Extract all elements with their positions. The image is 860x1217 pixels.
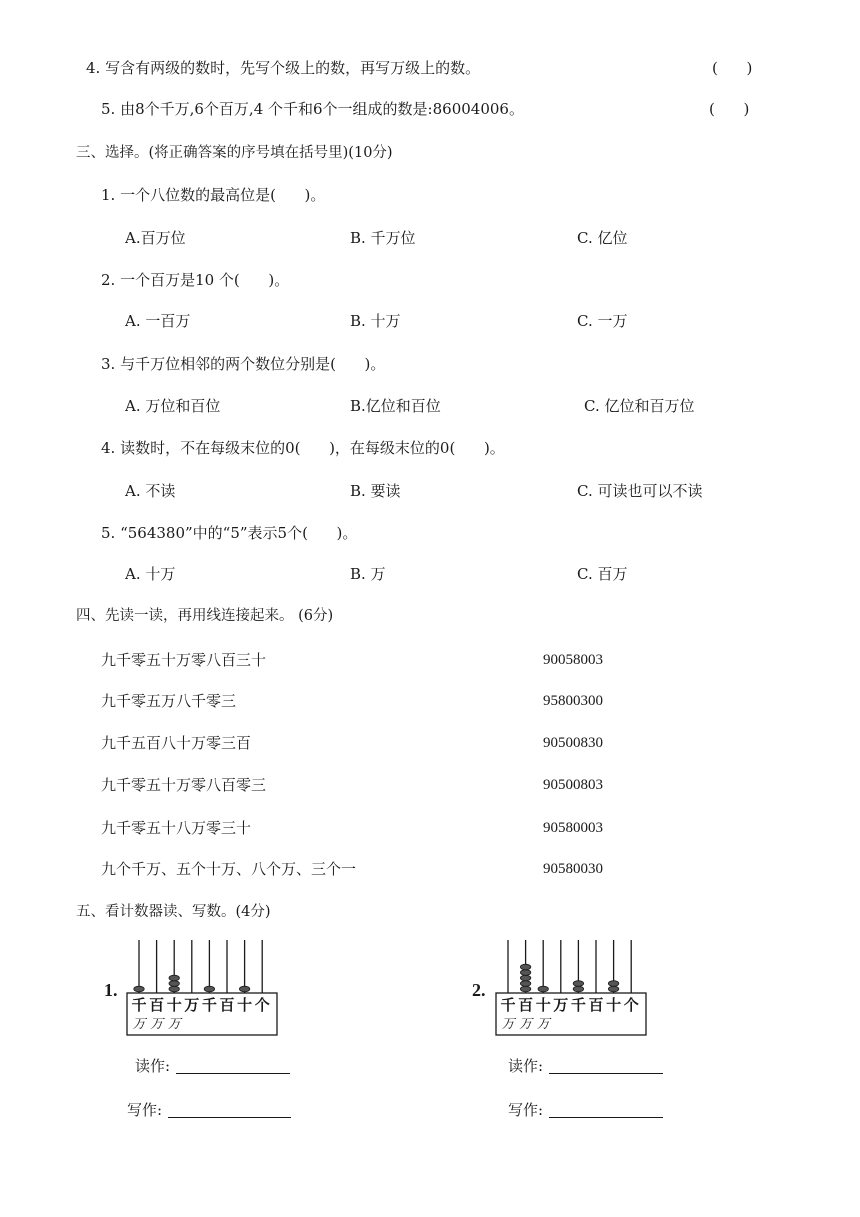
- s4-right-item-1[interactable]: 90058003: [543, 652, 603, 668]
- abacus-2-write-blank[interactable]: [549, 1117, 663, 1118]
- s3-q4-option-c[interactable]: C. 可读也可以不读: [577, 482, 703, 500]
- s3-q3-option-a[interactable]: A. 万位和百位: [125, 397, 221, 415]
- s4-left-item-3[interactable]: 九千五百八十万零三百: [101, 734, 252, 752]
- abacus-2-bead: [520, 964, 530, 970]
- abacus-2-unit-label: 万: [536, 1017, 550, 1032]
- abacus-2-bead: [573, 986, 583, 992]
- s4-right-item-5[interactable]: 90580003: [543, 820, 603, 836]
- abacus-2-bead: [573, 981, 583, 987]
- s3-q5-option-c[interactable]: C. 百万: [577, 565, 628, 583]
- judge-q4-text: 4. 写含有两级的数时，先写个级上的数，再写万级上的数。: [86, 59, 481, 77]
- abacus-2: [495, 938, 647, 1036]
- s3-q1-option-b[interactable]: B. 千万位: [350, 229, 416, 247]
- s4-left-item-6[interactable]: 九个千万、五个十万、八个万、三个一: [101, 860, 357, 878]
- abacus-1-unit-label: 万: [150, 1017, 164, 1032]
- abacus-2-bead: [538, 986, 548, 992]
- abacus-2-bead: [608, 981, 618, 987]
- s4-right-item-4[interactable]: 90500803: [543, 777, 603, 793]
- s4-right-item-6[interactable]: 90580030: [543, 861, 603, 877]
- abacus-2-unit-label: 万: [519, 1017, 533, 1032]
- section3-title: 三、选择。(将正确答案的序号填在括号里)(10分): [76, 145, 393, 161]
- abacus-1-bead: [204, 986, 214, 992]
- s4-left-item-5[interactable]: 九千零五十八万零三十: [101, 819, 252, 837]
- s3-q2-text: 2. 一个百万是10 个( )。: [101, 271, 290, 289]
- section4-title: 四、先读一读，再用线连接起来。 (6分): [76, 608, 334, 624]
- abacus-2-bead: [520, 981, 530, 987]
- abacus-1-place-label: 千: [131, 996, 147, 1014]
- abacus-1: [126, 938, 278, 1036]
- abacus-1-place-label: 百: [219, 996, 235, 1014]
- abacus-1-unit-label: 万: [132, 1017, 146, 1032]
- judge-q5-answer-paren[interactable]: ( ): [709, 100, 750, 118]
- s3-q2-option-c[interactable]: C. 一万: [577, 312, 628, 330]
- abacus-1-bead: [169, 986, 179, 992]
- s3-q3-text: 3. 与千万位相邻的两个数位分别是( )。: [101, 355, 386, 373]
- s3-q5-text: 5. “564380”中的“5”表示5个( )。: [101, 524, 358, 542]
- s3-q2-option-a[interactable]: A. 一百万: [125, 312, 191, 330]
- abacus-2-place-label: 个: [623, 996, 639, 1014]
- abacus-2-label: 2.: [472, 980, 486, 1000]
- s4-right-item-2[interactable]: 95800300: [543, 693, 603, 709]
- abacus-2-place-label: 百: [588, 996, 604, 1014]
- s3-q1-option-c[interactable]: C. 亿位: [577, 229, 628, 247]
- abacus-1-bead: [239, 986, 249, 992]
- abacus-2-read-label: 读作:: [508, 1057, 544, 1075]
- abacus-2-bead: [608, 986, 618, 992]
- abacus-1-bead: [169, 975, 179, 981]
- s3-q3-option-c[interactable]: C. 亿位和百万位: [584, 397, 695, 415]
- judge-q5-text: 5. 由8个千万,6个百万,4 个千和6个一组成的数是:86004006。: [101, 100, 524, 118]
- s3-q5-option-b[interactable]: B. 万: [350, 565, 386, 583]
- s3-q4-option-a[interactable]: A. 不读: [125, 482, 176, 500]
- abacus-1-place-label: 十: [237, 996, 253, 1014]
- s4-right-item-3[interactable]: 90500830: [543, 735, 603, 751]
- s3-q4-text: 4. 读数时，不在每级末位的0( )，在每级末位的0( )。: [101, 439, 505, 457]
- s3-q5-option-a[interactable]: A. 十万: [125, 565, 176, 583]
- s4-left-item-1[interactable]: 九千零五十万零八百三十: [101, 651, 267, 669]
- abacus-2-place-label: 千: [570, 996, 586, 1014]
- abacus-2-place-label: 十: [606, 996, 622, 1014]
- abacus-2-bead: [520, 970, 530, 976]
- abacus-1-place-label: 千: [201, 996, 217, 1014]
- abacus-1-place-label: 十: [166, 996, 182, 1014]
- abacus-1-place-label: 万: [184, 996, 200, 1014]
- abacus-2-unit-label: 万: [501, 1017, 515, 1032]
- abacus-1-place-label: 个: [254, 996, 270, 1014]
- section5-title: 五、看计数器读、写数。(4分): [76, 904, 271, 920]
- abacus-1-bead: [134, 986, 144, 992]
- s3-q3-option-b[interactable]: B.亿位和百位: [350, 397, 441, 415]
- abacus-1-place-label: 百: [149, 996, 165, 1014]
- s4-left-item-4[interactable]: 九千零五十万零八百零三: [101, 776, 267, 794]
- abacus-1-read-label: 读作:: [135, 1057, 171, 1075]
- s3-q1-text: 1. 一个八位数的最高位是( )。: [101, 186, 326, 204]
- abacus-1-write-label: 写作:: [127, 1101, 163, 1119]
- s3-q1-option-a[interactable]: A.百万位: [125, 229, 186, 247]
- s3-q2-option-b[interactable]: B. 十万: [350, 312, 401, 330]
- s3-q4-option-b[interactable]: B. 要读: [350, 482, 401, 500]
- abacus-2-write-label: 写作:: [508, 1101, 544, 1119]
- abacus-2-place-label: 百: [518, 996, 534, 1014]
- abacus-2-place-label: 万: [553, 996, 569, 1014]
- judge-q4-answer-paren[interactable]: ( ): [712, 59, 753, 77]
- abacus-2-read-blank[interactable]: [549, 1073, 663, 1074]
- abacus-1-label: 1.: [104, 980, 118, 1000]
- s4-left-item-2[interactable]: 九千零五万八千零三: [101, 692, 237, 710]
- abacus-1-read-blank[interactable]: [176, 1073, 290, 1074]
- abacus-2-bead: [520, 975, 530, 981]
- abacus-2-bead: [520, 986, 530, 992]
- abacus-1-unit-label: 万: [167, 1017, 181, 1032]
- abacus-2-place-label: 十: [535, 996, 551, 1014]
- abacus-1-write-blank[interactable]: [168, 1117, 291, 1118]
- abacus-2-place-label: 千: [500, 996, 516, 1014]
- abacus-1-bead: [169, 981, 179, 987]
